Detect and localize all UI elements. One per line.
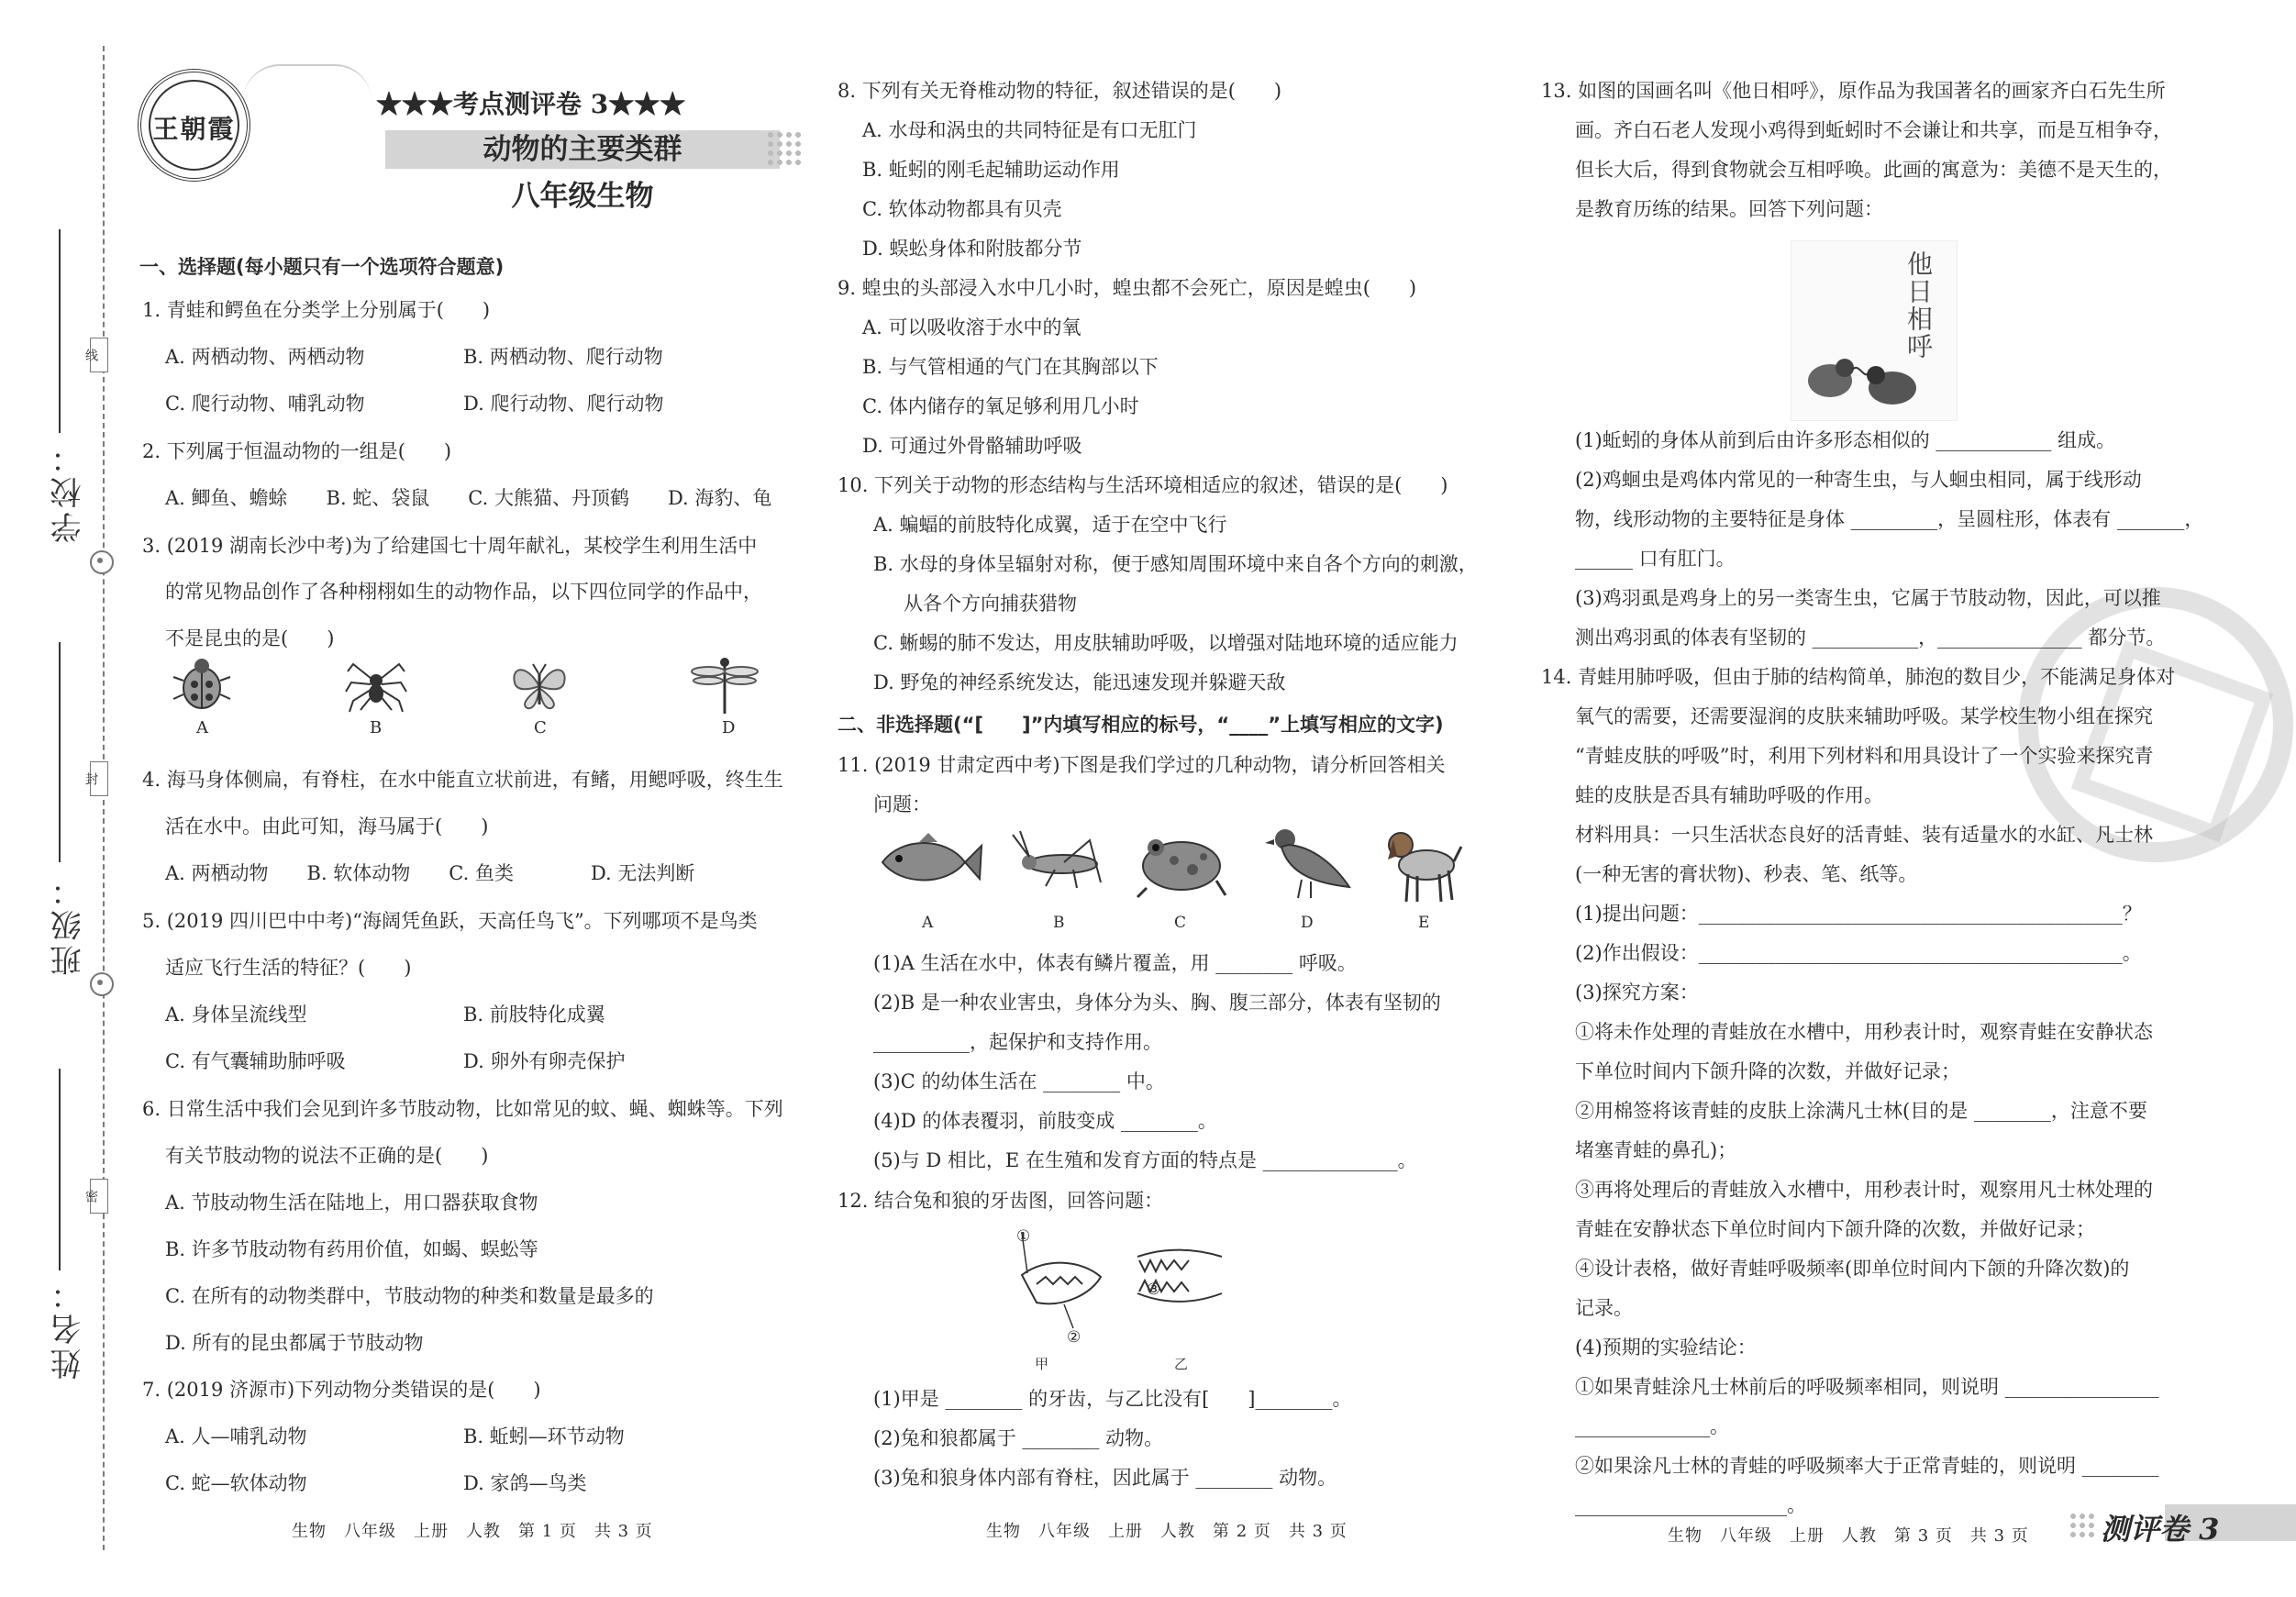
option-7d[interactable]: D. 家鸽—鸟类 xyxy=(463,1472,587,1494)
question-11-line1: 11. (2019 甘肃定西中考)下图是我们学过的几种动物，请分析回答相关 xyxy=(837,754,1446,776)
option-8b[interactable]: B. 蚯蚓的刚毛起辅助运动作用 xyxy=(862,159,1120,181)
option-10b-line2[interactable]: 从各个方向捕获猎物 xyxy=(904,593,1077,615)
question-3-line3: 不是昆虫的是( ) xyxy=(165,627,335,649)
option-10c[interactable]: C. 蜥蜴的肺不发达，用皮肤辅助呼吸，以增强对陆地环境的适应能力 xyxy=(873,632,1459,654)
question-14-line1: 14. 青蛙用肺呼吸，但由于肺的结构简单，肺泡的数目少，不能满足身体对 xyxy=(1541,666,2176,688)
question-13-line1: 13. 如图的国画名叫《他日相呼》，原作品为我国著名的画家齐白石先生所 xyxy=(1541,80,2166,102)
step3-line2: 青蛙在安静状态下单位时间内下颌升降的次数，并做好记录； xyxy=(1575,1218,2095,1240)
question-5-line1: 5. (2019 四川巴中中考)“海阔凭鱼跃，天高任鸟飞”。下列哪项不是鸟类 xyxy=(142,910,758,932)
question-13-part3-line1: (3)鸡羽虱是鸡身上的另一类寄生虫，它属于节肢动物，因此，可以推 xyxy=(1575,587,2161,609)
step2-line2: 堵塞青蛙的鼻孔)； xyxy=(1575,1139,1737,1161)
teeth-figure xyxy=(1009,1220,1248,1339)
question-13-part3-line2: 测出鸡羽虱的体表有坚韧的 ___________，_______________ 都分节。 xyxy=(1575,627,2166,649)
page-title: 动物的主要类群 xyxy=(482,133,682,166)
question-14-part4: (4)预期的实验结论： xyxy=(1575,1336,1757,1359)
conclusion1-line1: ①如果青蛙涂凡士林前后的呼吸频率相同，则说明 ________________ xyxy=(1575,1376,2159,1398)
question-11-line2: 问题： xyxy=(873,793,931,815)
footer-page1: 生物 八年级 上册 人教 第 1 页 共 3 页 xyxy=(292,1522,653,1541)
q12-label-2: ② xyxy=(1067,1328,1081,1347)
conclusion2-line1: ②如果涂凡士林的青蛙的呼吸频率大于正常青蛙的，则说明 ________ xyxy=(1575,1455,2159,1477)
name-label: 姓名： xyxy=(50,1275,87,1380)
q12-label-yi: 乙 xyxy=(1174,1356,1189,1372)
ladybug-figure xyxy=(170,653,234,717)
butterfly-figure xyxy=(507,653,571,717)
painting-figure xyxy=(1791,240,1958,421)
question-13-part2-line1: (2)鸡蛔虫是鸡体内常见的一种寄生虫，与人蛔虫相同，属于线形动 xyxy=(1575,469,2142,491)
option-1b[interactable]: B. 两栖动物、爬行动物 xyxy=(463,346,663,368)
painting-title: 他日相呼 xyxy=(1903,250,1934,360)
ribbon-decoration xyxy=(243,64,372,130)
question-14-line4: 蛙的皮肤是否具有辅助呼吸的作用。 xyxy=(1575,784,1883,806)
question-14-part2: (2)作出假设：____________________________________________。 xyxy=(1575,942,2142,964)
step3-line1: ③再将处理后的青蛙放入水槽中，用秒表计时，观察用凡士林处理的 xyxy=(1575,1179,2153,1201)
question-12-part3: (3)兔和狼身体内部有脊柱，因此属于 ________ 动物。 xyxy=(873,1467,1337,1489)
option-1a[interactable]: A. 两栖动物、两栖动物 xyxy=(165,346,365,368)
option-5c[interactable]: C. 有气囊辅助肺呼吸 xyxy=(165,1050,346,1072)
question-13-part2-line2: 物，线形动物的主要特征是身体 _________，呈圆柱形，体表有 _______， xyxy=(1575,508,2204,530)
question-4-line2: 活在水中。由此可知，海马属于( ) xyxy=(165,815,489,837)
question-8: 8. 下列有关无脊椎动物的特征，叙述错误的是( ) xyxy=(837,80,1282,102)
option-5d[interactable]: D. 卵外有卵壳保护 xyxy=(463,1050,626,1072)
question-12-part1: (1)甲是 ________ 的牙齿，与乙比没有[ ]________。 xyxy=(873,1388,1352,1410)
materials-line1: 材料用具：一只生活状态良好的活青蛙、装有适量水的水缸、凡士林 xyxy=(1575,824,2153,846)
question-13-part1: (1)蚯蚓的身体从前到后由许多形态相似的 ____________ 组成。 xyxy=(1575,429,2116,451)
dragonfly-figure xyxy=(688,653,761,717)
q3-label-c: C xyxy=(534,718,547,738)
q12-label-3: ③ xyxy=(1147,1281,1161,1299)
footer-page2: 生物 八年级 上册 人教 第 2 页 共 3 页 xyxy=(986,1522,1348,1541)
question-13-line4: 是教育历练的结果。回答下列问题： xyxy=(1575,198,1883,220)
option-1c[interactable]: C. 爬行动物、哺乳动物 xyxy=(165,393,365,415)
options-4[interactable]: A. 两栖动物 B. 软体动物 C. 鱼类 D. 无法判断 xyxy=(165,862,695,884)
q3-label-d: D xyxy=(722,718,736,738)
option-5b[interactable]: B. 前肢特化成翼 xyxy=(463,1004,605,1026)
grasshopper-figure xyxy=(1009,826,1119,899)
school-line[interactable] xyxy=(59,229,61,433)
option-6c[interactable]: C. 在所有的动物类群中，节肢动物的种类和数量是最多的 xyxy=(165,1285,654,1307)
conclusion2-line2: ______________________。 xyxy=(1575,1494,1806,1516)
option-6b[interactable]: B. 许多节肢动物有药用价值，如蝎、蜈蚣等 xyxy=(165,1238,538,1260)
question-4-line1: 4. 海马身体侧扁，有脊柱，在水中能直立状前进，有鳍，用鳃呼吸，终生生 xyxy=(142,769,783,791)
spider-figure xyxy=(344,653,408,717)
frog-figure xyxy=(1128,824,1229,901)
option-9c[interactable]: C. 体内储存的氧足够利用几小时 xyxy=(862,395,1139,417)
options-2[interactable]: A. 鲫鱼、蟾蜍 B. 蛇、袋鼠 C. 大熊猫、丹顶鹤 D. 海豹、龟 xyxy=(165,487,772,509)
step4-line1: ④设计表格，做好青蛙呼吸频率(即单位时间内下颌的升降次数)的 xyxy=(1575,1258,2130,1280)
q11-label-a: A xyxy=(922,914,934,932)
q11-label-b: B xyxy=(1053,914,1065,932)
dog-figure xyxy=(1381,819,1463,906)
q11-label-d: D xyxy=(1301,914,1314,932)
binding-dashed-line xyxy=(103,46,105,1550)
option-6a[interactable]: A. 节肢动物生活在陆地上，用口器获取食物 xyxy=(165,1192,538,1214)
fish-figure xyxy=(873,826,983,899)
pigeon-figure xyxy=(1261,819,1353,902)
q3-label-b: B xyxy=(370,718,383,738)
question-2: 2. 下列属于恒温动物的一组是( ) xyxy=(142,440,452,462)
q12-label-1: ① xyxy=(1016,1227,1031,1246)
question-3-line1: 3. (2019 湖南长沙中考)为了给建国七十周年献礼，某校学生利用生活中 xyxy=(142,535,758,557)
question-1: 1. 青蛙和鳄鱼在分类学上分别属于( ) xyxy=(142,299,491,321)
binding-word-xian: 线 xyxy=(90,338,108,372)
option-7c[interactable]: C. 蛇—软体动物 xyxy=(165,1472,307,1494)
name-line[interactable] xyxy=(59,1069,61,1270)
question-11-part1: (1)A 生活在水中，体表有鳞片覆盖，用 ________ 呼吸。 xyxy=(873,952,1357,974)
option-9d[interactable]: D. 可通过外骨骼辅助呼吸 xyxy=(862,435,1082,457)
binding-hole xyxy=(90,550,114,574)
question-13-line3: 但长大后，得到食物就会互相呼唤。此画的寓意为：美德不是天生的， xyxy=(1575,159,2172,181)
binding-word-feng: 封 xyxy=(90,761,108,796)
step4-line2: 记录。 xyxy=(1575,1297,1633,1319)
question-3-line2: 的常见物品创作了各种栩栩如生的动物作品，以下四位同学的作品中， xyxy=(165,581,762,603)
question-6-line2: 有关节肢动物的说法不正确的是( ) xyxy=(165,1145,489,1167)
question-12: 12. 结合兔和狼的牙齿图，回答问题： xyxy=(837,1190,1164,1212)
binding-word-mi: 密 xyxy=(90,1179,108,1214)
question-13-line2: 画。齐白石老人发现小鸡得到蚯蚓时不会谦让和共享，而是互相争夺， xyxy=(1575,119,2172,141)
class-label: 班级： xyxy=(50,871,87,976)
option-10d[interactable]: D. 野兔的神经系统发达，能迅速发现并躲避天敌 xyxy=(873,671,1286,693)
section-heading-choice: 一、选择题(每小题只有一个选项符合题意) xyxy=(139,256,505,278)
ceping-label: 测评卷 3 xyxy=(2101,1512,2220,1547)
option-7a[interactable]: A. 人—哺乳动物 xyxy=(165,1425,307,1447)
question-14-part3: (3)探究方案： xyxy=(1575,981,1699,1004)
question-9: 9. 蝗虫的头部浸入水中几小时，蝗虫都不会死亡，原因是蝗虫( ) xyxy=(837,277,1417,299)
question-11-part4: (4)D 的体表覆羽，前肢变成 ________。 xyxy=(873,1110,1217,1132)
option-10a[interactable]: A. 蝙蝠的前肢特化成翼，适于在空中飞行 xyxy=(873,514,1227,536)
option-8d[interactable]: D. 蜈蚣身体和附肢都分节 xyxy=(862,238,1082,260)
question-5-line2: 适应飞行生活的特征？( ) xyxy=(165,957,412,979)
school-label: 学校： xyxy=(50,438,87,543)
section-heading-nonchoice: 二、非选择题(“[ ]”内填写相应的标号，“____”上填写相应的文字) xyxy=(837,714,1444,736)
option-10b-line1[interactable]: B. 水母的身体呈辐射对称，便于感知周围环境中来自各个方向的刺激， xyxy=(873,553,1478,575)
series-label: ★★★考点测评卷 3★★★ xyxy=(376,89,686,119)
option-9a[interactable]: A. 可以吸收溶于水中的氧 xyxy=(862,316,1081,338)
step1-line2: 下单位时间内下颌升降的次数，并做好记录； xyxy=(1575,1060,1960,1082)
class-line[interactable] xyxy=(59,642,61,862)
step2-line1: ②用棉签将该青蛙的皮肤上涂满凡士林(目的是 ________，注意不要 xyxy=(1575,1100,2147,1122)
question-11-part5: (5)与 D 相比，E 在生殖和发育方面的特点是 ______________。 xyxy=(873,1149,1417,1171)
option-7b[interactable]: B. 蚯蚓—环节动物 xyxy=(463,1425,625,1447)
question-11-part2-line1: (2)B 是一种农业害虫，身体分为头、胸、腹三部分，体表有坚韧的 xyxy=(873,992,1441,1014)
q11-label-e: E xyxy=(1418,914,1430,932)
q11-label-c: C xyxy=(1174,914,1187,932)
option-1d[interactable]: D. 爬行动物、爬行动物 xyxy=(463,393,664,415)
option-6d[interactable]: D. 所有的昆虫都属于节肢动物 xyxy=(165,1332,424,1354)
question-14-line2: 氧气的需要，还需要湿润的皮肤来辅助呼吸。某学校生物小组在探究 xyxy=(1575,705,2153,727)
page-subtitle: 八年级生物 xyxy=(511,180,654,213)
step1-line1: ①将未作处理的青蛙放在水槽中，用秒表计时，观察青蛙在安静状态 xyxy=(1575,1021,2153,1043)
ceping-dots xyxy=(2069,1512,2096,1539)
option-8c[interactable]: C. 软体动物都具有贝壳 xyxy=(862,198,1062,220)
conclusion1-line2: ______________。 xyxy=(1575,1415,1729,1437)
question-13-part2-line3: ______ 口有肛门。 xyxy=(1575,548,1736,570)
question-11-part3: (3)C 的幼体生活在 ________ 中。 xyxy=(873,1070,1165,1092)
q12-label-jia: 甲 xyxy=(1035,1356,1049,1372)
question-10: 10. 下列关于动物的形态结构与生活环境相适应的叙述，错误的是( ) xyxy=(837,474,1448,496)
footer-page3: 生物 八年级 上册 人教 第 3 页 共 3 页 xyxy=(1668,1526,2029,1546)
question-14-part1: (1)提出问题：____________________________________________？ xyxy=(1575,903,2142,925)
binding-hole xyxy=(90,972,114,996)
question-11-part2-line2: __________，起保护和支持作用。 xyxy=(873,1031,1162,1053)
option-5a[interactable]: A. 身体呈流线型 xyxy=(165,1004,307,1026)
question-7: 7. (2019 济源市)下列动物分类错误的是( ) xyxy=(142,1379,541,1401)
question-12-part2: (2)兔和狼都属于 ________ 动物。 xyxy=(873,1427,1164,1449)
question-6-line1: 6. 日常生活中我们会见到许多节肢动物，比如常见的蚊、蝇、蜘蛛等。下列 xyxy=(142,1098,783,1120)
brand-logo: 王朝霞 xyxy=(138,69,250,182)
option-9b[interactable]: B. 与气管相通的气门在其胸部以下 xyxy=(862,356,1159,378)
q3-label-a: A xyxy=(196,718,208,738)
question-14-line3: “青蛙皮肤的呼吸”时，利用下列材料和用具设计了一个实验来探究青 xyxy=(1575,745,2154,767)
materials-line2: (一种无害的膏状物)、秒表、笔、纸等。 xyxy=(1575,863,1918,885)
option-8a[interactable]: A. 水母和涡虫的共同特征是有口无肛门 xyxy=(862,119,1197,141)
